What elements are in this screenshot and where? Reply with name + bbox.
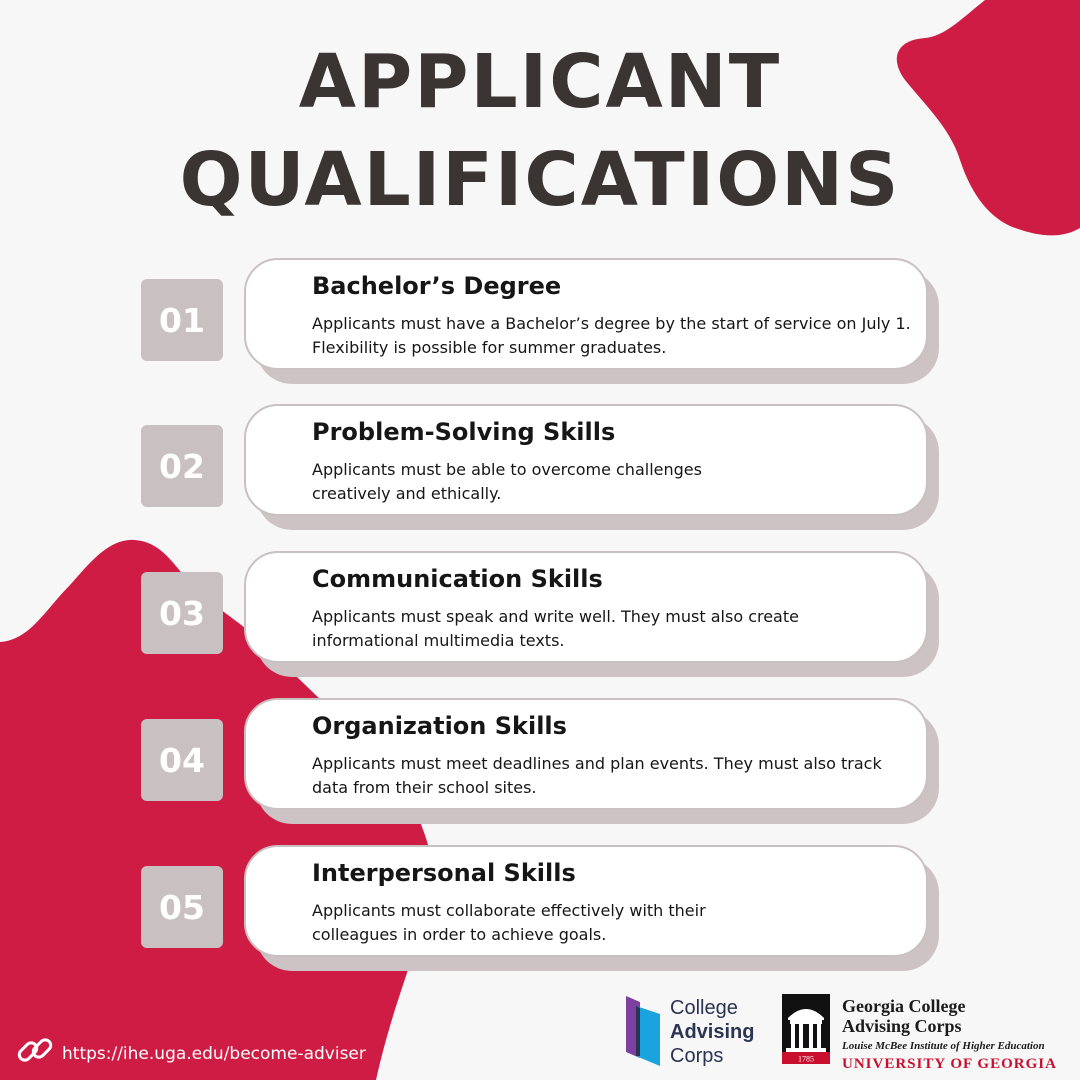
qualification-number-badge: 04: [141, 719, 223, 801]
arch-year: 1785: [798, 1054, 814, 1064]
qualification-card: [244, 551, 928, 663]
college-advising-corps-logo-icon: [626, 996, 660, 1066]
page-title-line2: QUALIFICATIONS: [179, 137, 901, 223]
qualification-description: Applicants must meet deadlines and plan events. They must also track data from their school sites.: [312, 754, 882, 797]
qualification-number-badge: 03: [141, 572, 223, 654]
page-title-line1: APPLICANT: [298, 39, 782, 125]
qualification-title: Problem-Solving Skills: [312, 418, 616, 446]
website-link[interactable]: https://ihe.uga.edu/become-adviser: [62, 1044, 366, 1064]
link-icon: [15, 1030, 55, 1070]
qualification-title: Organization Skills: [312, 712, 567, 740]
qualification-number-badge: 01: [141, 279, 223, 361]
uga-arch-logo: [782, 994, 830, 1064]
georgia-college-advising-corps-wordmark: Georgia College Advising Corps Louise McBee Institute of Higher Education UNIVERSITY OF GEORGIA: [842, 996, 1057, 1072]
qualification-card: [244, 845, 928, 957]
qualification-description: Applicants must be able to overcome challenges creatively and ethically.: [312, 460, 702, 503]
qualification-description: Applicants must have a Bachelor’s degree by the start of service on July 1. Flexibility is possible for summer graduates.: [312, 314, 911, 357]
qualification-title: Bachelor’s Degree: [312, 272, 562, 300]
qualification-description: Applicants must speak and write well. They must also create informational multimedia texts.: [312, 607, 799, 650]
qualification-card: [244, 698, 928, 810]
qualification-card: [244, 258, 928, 370]
college-advising-corps-wordmark: College Advising Corps: [670, 997, 755, 1067]
qualification-number-badge: 05: [141, 866, 223, 948]
qualification-card: [244, 404, 928, 516]
qualification-title: Interpersonal Skills: [312, 859, 576, 887]
qualification-title: Communication Skills: [312, 565, 603, 593]
qualification-number-badge: 02: [141, 425, 223, 507]
qualification-description: Applicants must collaborate effectively with their colleagues in order to achieve goals.: [312, 901, 706, 944]
